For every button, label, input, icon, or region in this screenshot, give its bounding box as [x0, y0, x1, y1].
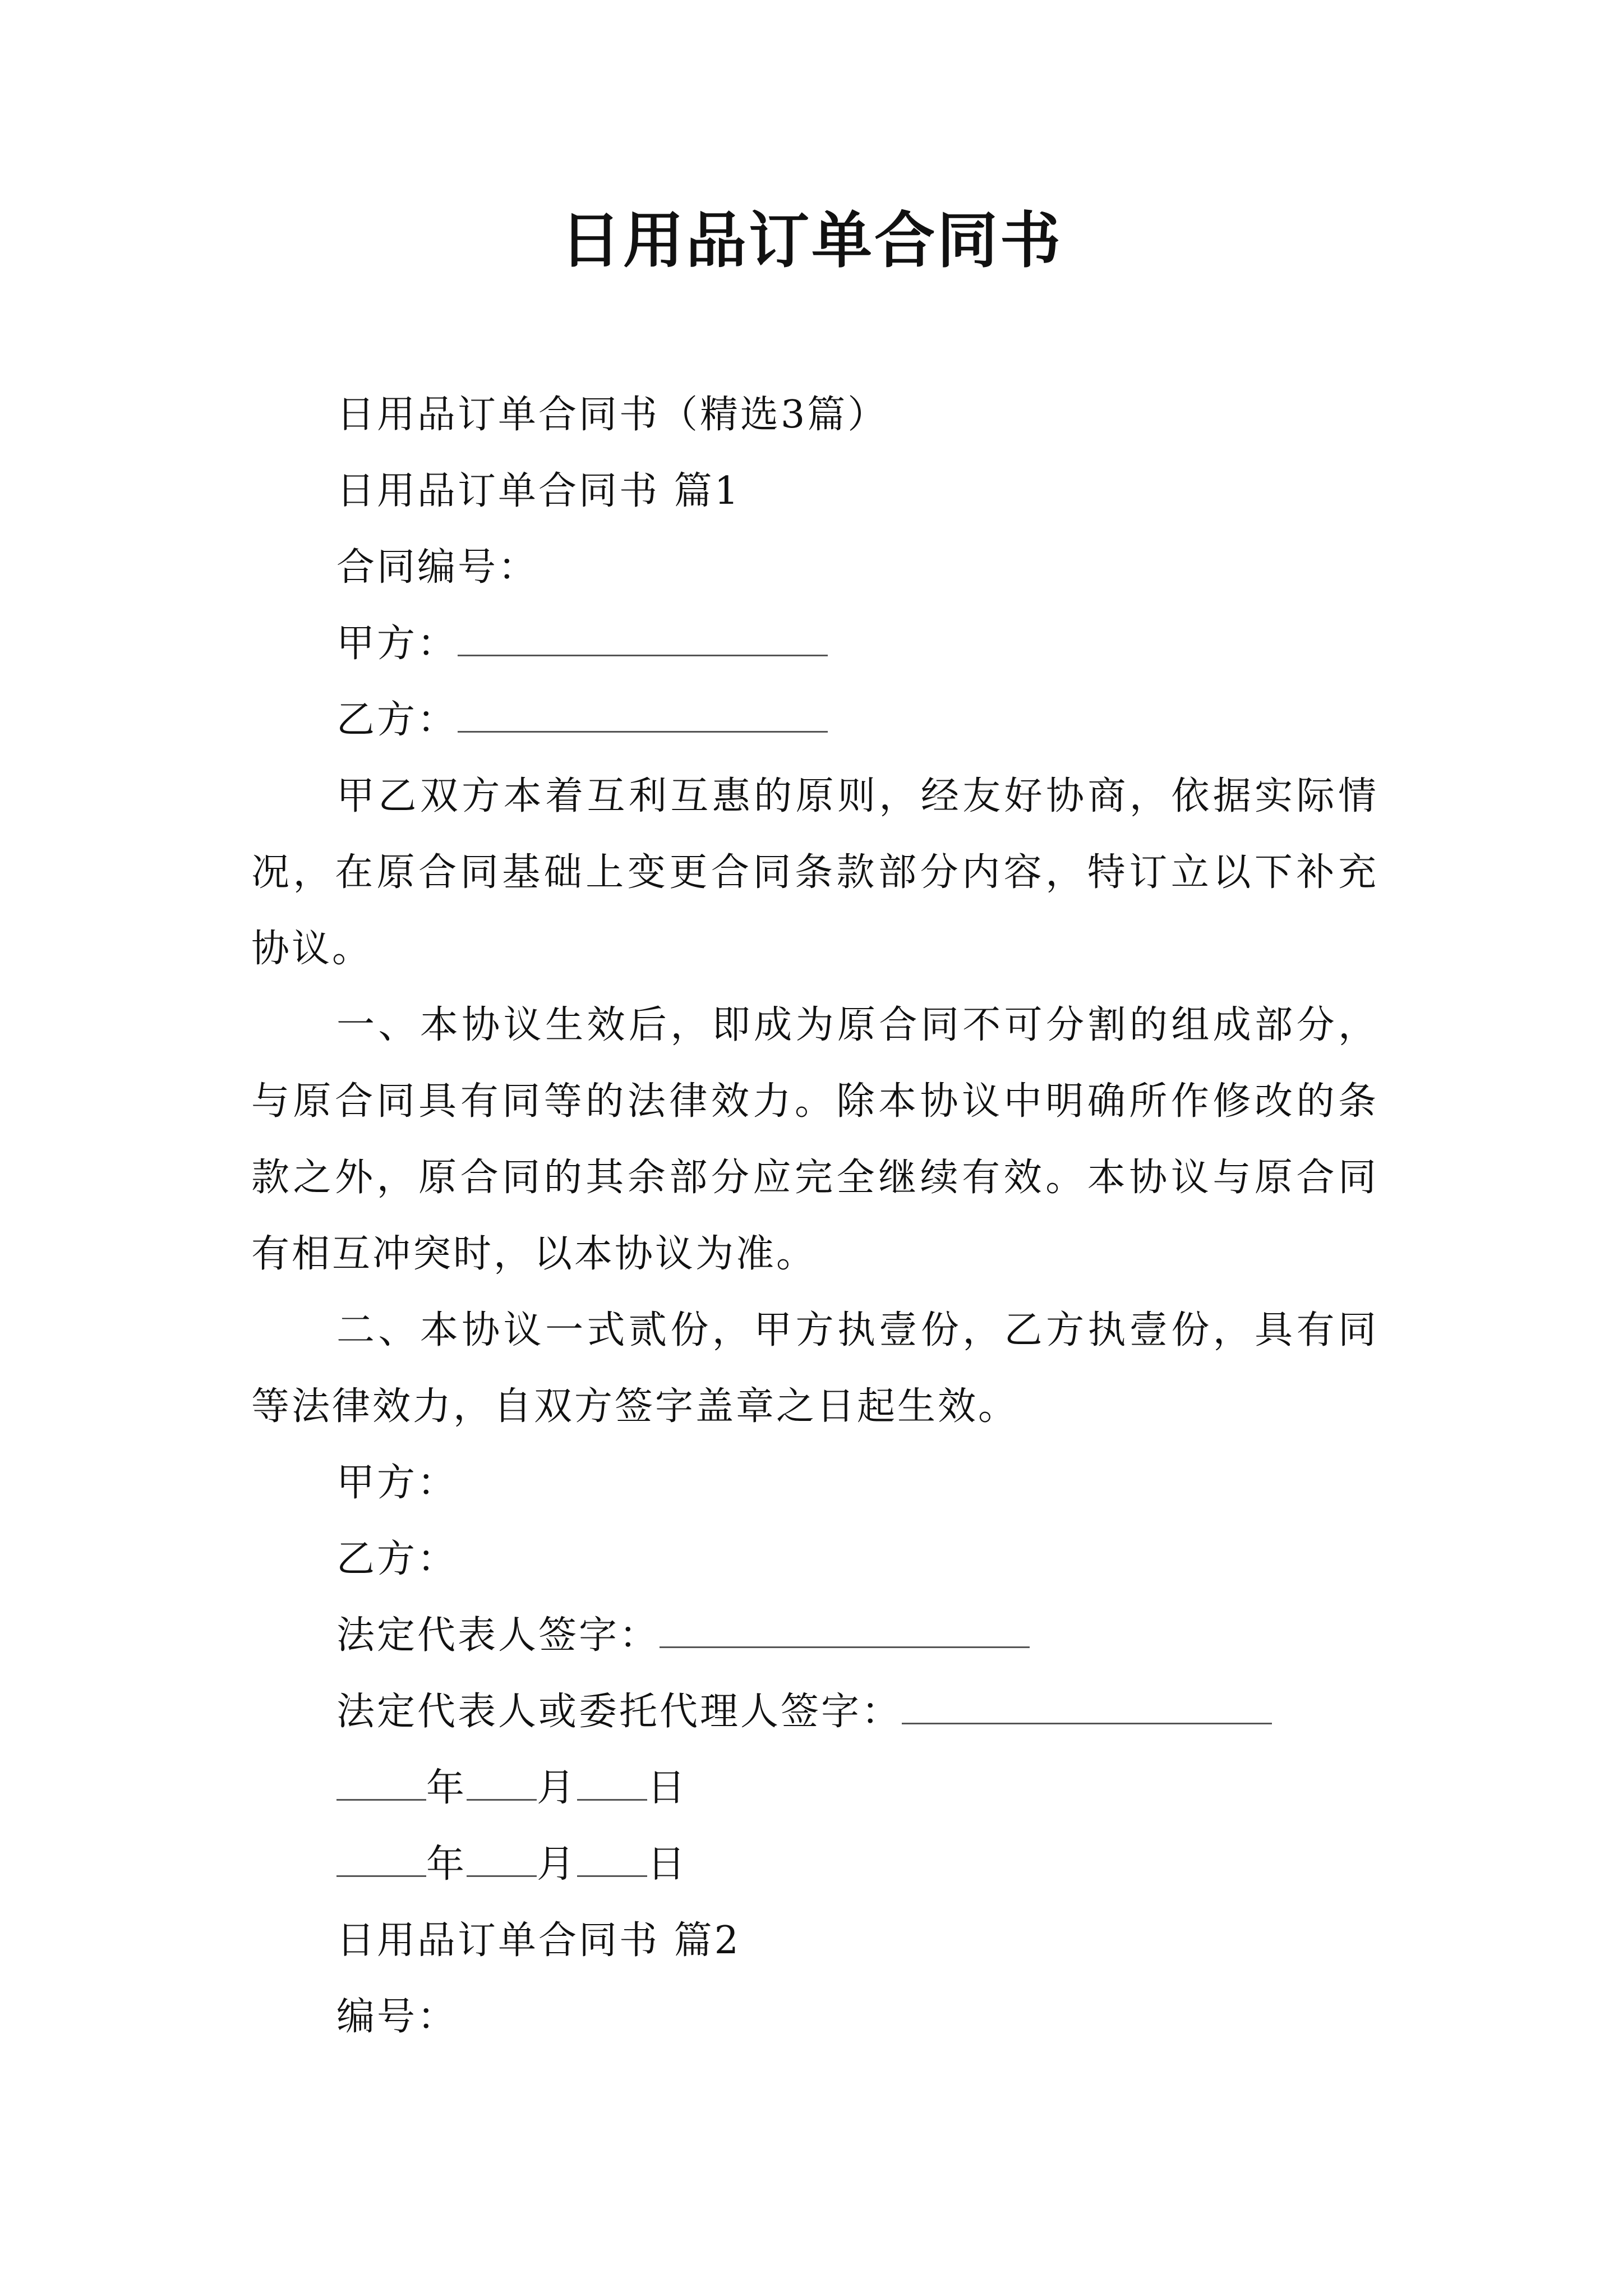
- day-blank: [577, 1841, 647, 1877]
- legal-rep-sign-label: 法定代表人签字：: [336, 1613, 660, 1658]
- party-a-blank: [458, 620, 828, 656]
- section1-heading: 日用品订单合同书 篇1: [336, 469, 741, 513]
- party-a-line: [336, 616, 828, 672]
- legal-rep-or-agent-sign-label: 法定代表人或委托代理人签字：: [336, 1690, 902, 1734]
- section2-number-label: 编号：: [336, 1995, 458, 2039]
- year-blank: [336, 1841, 426, 1877]
- month-blank: [467, 1764, 537, 1801]
- date-line-party-b: [336, 1837, 688, 1893]
- day-label: 日: [647, 1766, 688, 1810]
- date-line-party-a: [336, 1760, 688, 1816]
- month-label: 月: [537, 1842, 578, 1887]
- legal-rep-sign-blank: [660, 1612, 1030, 1648]
- party-b-blank: [458, 696, 828, 733]
- legal-rep-sign-line: [336, 1608, 1030, 1664]
- contract-number-label: 合同编号：: [336, 545, 539, 590]
- year-label: 年: [426, 1766, 467, 1810]
- party-b-label: 乙方：: [336, 698, 458, 742]
- section2-heading: 日用品订单合同书 篇2: [336, 1918, 741, 1963]
- document-subtitle: 日用品订单合同书（精选3篇）: [336, 393, 888, 437]
- party-a-label: 甲方：: [336, 622, 458, 666]
- intro-paragraph: 甲乙双方本着互利互惠的原则，经友好协商，依据实际情况，在原合同基础上变更合同条款部分内容，特订立以下补充协议。: [251, 774, 1378, 971]
- year-blank: [336, 1764, 426, 1801]
- document-title: 日用品订单合同书: [560, 206, 1063, 276]
- party-b-line: [336, 692, 828, 748]
- month-label: 月: [537, 1766, 578, 1810]
- sign-party-b-label: 乙方：: [336, 1537, 458, 1581]
- legal-rep-or-agent-sign-blank: [902, 1688, 1272, 1724]
- sign-party-a-label: 甲方：: [336, 1461, 458, 1505]
- month-blank: [467, 1841, 537, 1877]
- year-label: 年: [426, 1842, 467, 1887]
- legal-rep-or-agent-sign-line: [336, 1684, 1272, 1740]
- day-label: 日: [647, 1842, 688, 1887]
- clause-1-paragraph: 一、本协议生效后，即成为原合同不可分割的组成部分，与原合同具有同等的法律效力。除本协议中明确所作修改的条款之外，原合同的其余部分应完全继续有效。本协议与原合同有相互冲突时，以本协议为准。: [251, 1003, 1378, 1276]
- clause-2-paragraph: 二、本协议一式贰份，甲方执壹份，乙方执壹份，具有同等法律效力，自双方签字盖章之日起生效。: [251, 1308, 1378, 1429]
- day-blank: [577, 1764, 647, 1801]
